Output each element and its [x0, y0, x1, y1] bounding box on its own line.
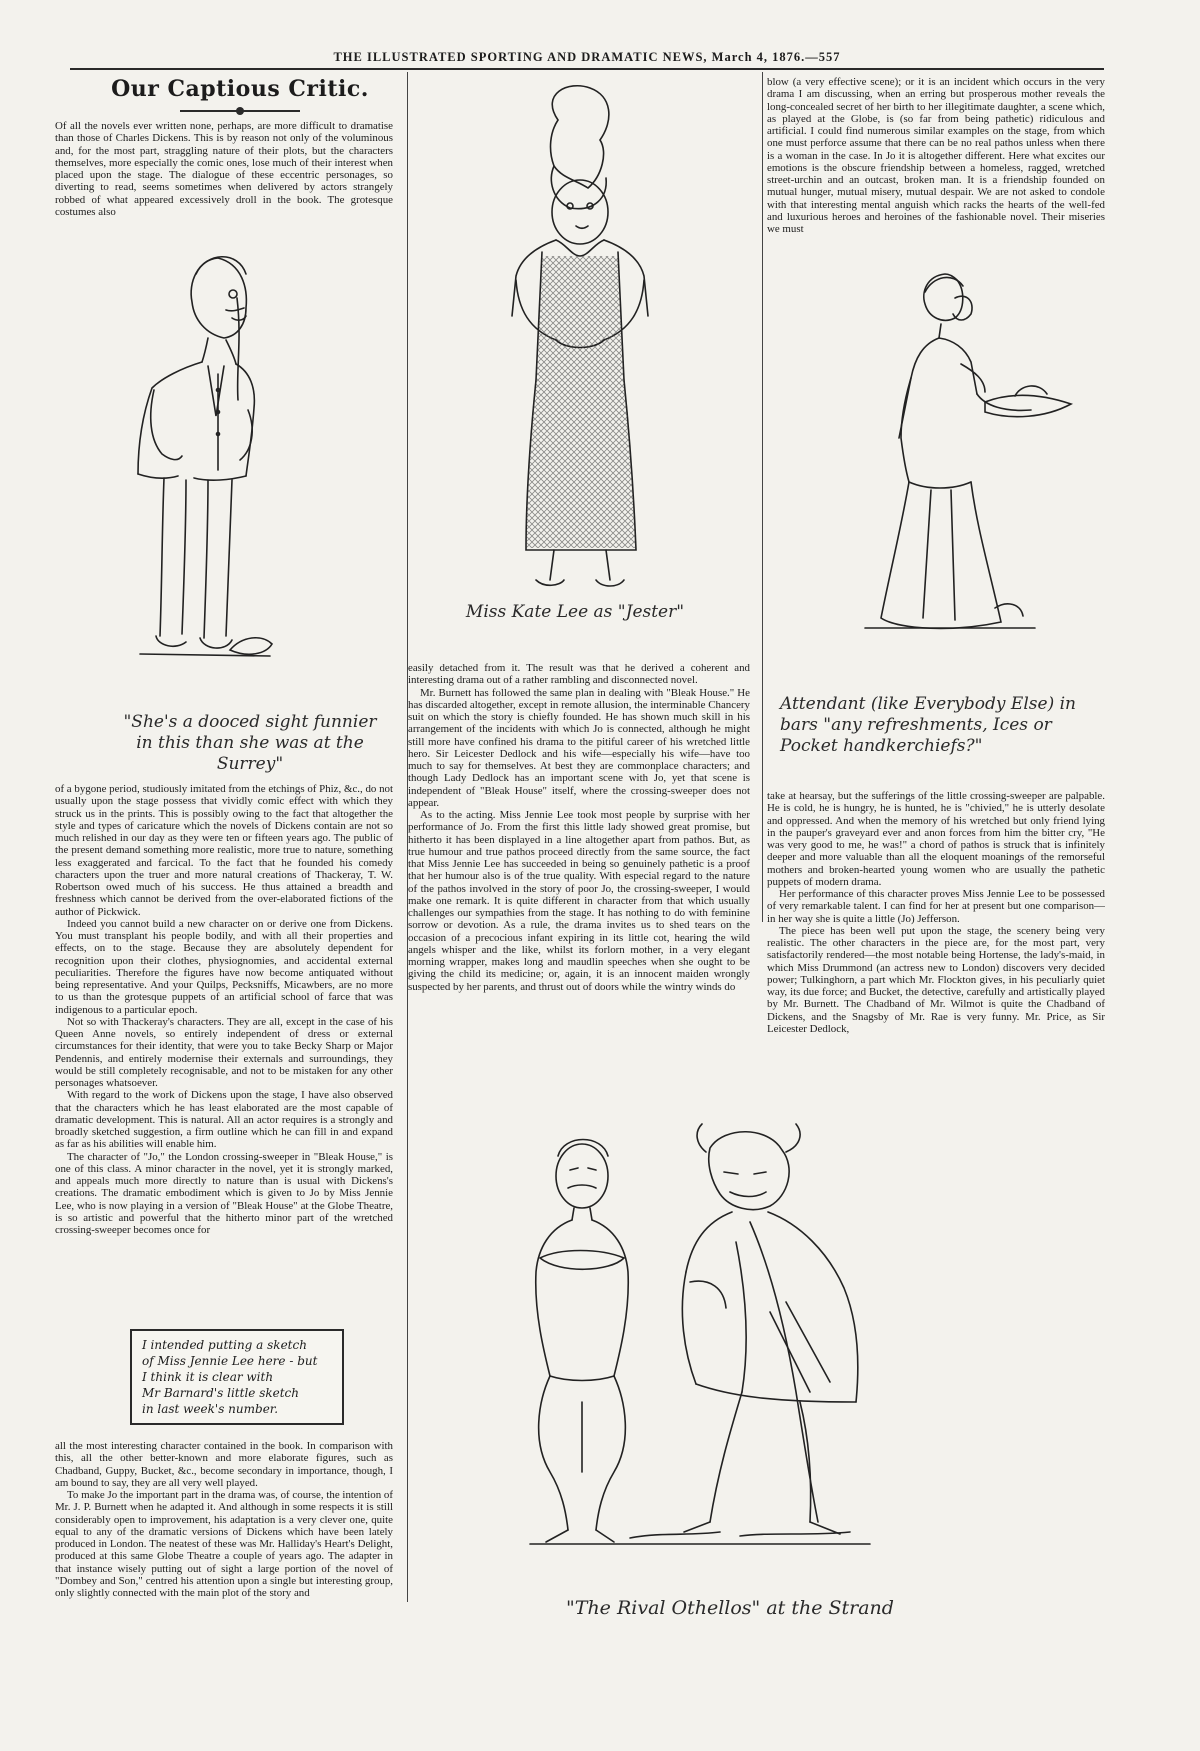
paragraph: Not so with Thackeray's characters. They are all, except in the case of his Queen Anne novels, so entirely independent of dress or external circumstances for their identity, that were you to take Becky Sharp or Major Pendennis, and entirely modernise their externals and surroundings, they would be still completely recognisable, and not to be mistaken for any other personages whatsoever. — [55, 1015, 393, 1089]
handwritten-note-box — [130, 1329, 344, 1425]
caption-line: "She's a dooced sight funnier — [123, 712, 377, 732]
col3-top-text — [767, 76, 1105, 248]
paragraph: With regard to the work of Dickens upon the stage, I have also observed that the characters which he has least elaborated are the most capable of dramatic development. This is natural. All an actor requires is a strongly and broadly sketched suggestion, a firm outline which he can fill in and expand as far as his abilities will enable him. — [55, 1089, 393, 1151]
paragraph: Mr. Burnett has followed the same plan in dealing with "Bleak House." He has discarded altogether, except in remote allusion, the interminable Chancery suit on which the story is chiefly founded. He has shown much skill in his arrangement of the incidents with which Jo is connected, although he might still more have confined his drama to the pitiful career of his wretched little hero. Sir Leicester Dedlock and his wife—especially his wife—have too much to say for themselves. At best they are commonplace characters; and though Lady Dedlock has an important scene with Jo, yet that scene is independent of "Bleak House" itself, where the crossing-sweeper does not appear. — [408, 686, 750, 809]
paragraph: all the most interesting character contained in the book. In comparison with this, all the other better-known and more elaborate figures, such as Chadband, Guppy, Bucket, &c., become secondary in importance, though, I am bound to say, they are all very well played. — [55, 1440, 393, 1489]
paragraph: The piece has been well put upon the stage, the scenery being very realistic. The other characters in the piece are, for the most part, very satisfactorily rendered—the most notable being Hortense, the lady's-maid, in which Miss Drummond (an actress new to London) discovers very decided power; Tulkinghorn, a part which Mr. Flockton gives, in his peculiarly quiet way, its due force; and Bucket, the detective, carefully and artistically played by Mr. Burnett. The Chadband of Mr. Wilmot is quite the Chadband of Dickens, and the Snagsby of Mr. Rae is very funny. Mr. Price, as Sir Leicester Dedlock, — [767, 924, 1105, 1035]
paragraph: easily detached from it. The result was that he derived a coherent and interesting drama out of a rather rambling and disconnected novel. — [408, 662, 750, 687]
note-line: Mr Barnard's little sketch — [142, 1386, 299, 1400]
col1-bottom-text — [55, 1440, 393, 1636]
paragraph: blow (a very effective scene); or it is an incident which occurs in the very drama I am discussing, when an erring but prosperous mother reveals the long-concealed secret of her birth to her illegitimate daughter, a scene which, as played at the Globe, is (so far from being pathetic) ridiculous and artificial. I could find numerous similar examples on the stage, from which one must perforce assume that there can be no real pathos unless when there is a woman in the case. In Jo it is altogether different. Here what excites our emotions is the obscure friendship between a homeless, ragged, wretched street-urchin and an outcast, broken man. It is a friendship founded on mutual hunger, mutual misery, mutual despair. We are not asked to condole with that interesting mental anguish which racks the hearts of the well-fed and luxurious heroes and heroines of the fashionable novel. Their miseries we must — [767, 76, 1105, 235]
paragraph: Indeed you cannot build a new character on or derive one from Dickens. You must transplant his people bodily, and with all their properties and effects, on to the stage. Because they are absolutely dependent for recognition upon their clothes, physiognomies, and accidental external peculiarities. Therefore the figures have now become antiquated without being representative. And your Quilps, Pecksniffs, Micawbers, are no more to us than the grotesque puppets of an artificial school of farce that was indigenous to a particular epoch. — [55, 917, 393, 1016]
caption-line: Pocket handkerchiefs?" — [780, 736, 983, 756]
paragraph: of a bygone period, studiously imitated from the etchings of Phiz, &c., do not usually upon the stage possess that vividly comic effect with which they struck us in the prints. This is possibly owing to the fact that altogether the style and types of caricature which the novels of Dickens contain are not so much relished in our day as they were ten or fifteen years ago. The public of the present demand something more realistic, more true to nature, something less exaggerated and farcical. To the fact that he founded his comedy characters upon the truer and more natural creations of Thackeray, T. W. Robertson owed much of his success. He thus attained a breadth and freshness which cannot be derived from the over-elaborated fictions of the author of Pickwick. — [55, 783, 393, 918]
note-line: of Miss Jennie Lee here - but — [142, 1354, 318, 1368]
note-line: in last week's number. — [142, 1402, 279, 1416]
paragraph: To make Jo the important part in the drama was, of course, the intention of Mr. J. P. Burnett when he adapted it. And although in some respects it is still considerably open to improvement, his adaptation is a very clever one, quite equal to any of the dramatic versions of Dickens which have been lately produced in London. The neatest of these was Mr. Halliday's Heart's Delight, produced at this same Globe Theatre a couple of years ago. The adapter in that instance wisely putting out of sight a large portion of the novel of "Dombey and Son," centred his attention upon a single but interesting group, only slightly connected with the main plot of the story and — [55, 1489, 393, 1599]
gentleman-caption — [110, 712, 390, 775]
gentleman-illustration — [120, 240, 310, 710]
col1-middle-text — [55, 783, 393, 1330]
caption-line: bars "any refreshments, Ices or — [780, 715, 1052, 735]
othellos-caption: "The Rival Othellos" at the Strand — [566, 1597, 894, 1619]
article-title: Our Captious Critic. — [111, 76, 369, 102]
title-ornament — [180, 110, 300, 112]
col3-middle-text — [767, 790, 1105, 1120]
col2-middle-text — [408, 662, 750, 1114]
jester-illustration — [490, 80, 670, 590]
note-line: I intended putting a sketch — [142, 1338, 307, 1352]
attendant-caption — [780, 694, 1080, 757]
rival-othellos-illustration — [510, 1112, 990, 1582]
paragraph: take at hearsay, but the sufferings of the little crossing-sweeper are palpable. He is cold, he is hungry, he is hunted, he is "chivied," he is utterly desolate and oppressed. And when the memory of his wretched but only friend lying in the pauper's graveyard ever and anon forces from him the bitter cry, "He was very good to me, he was!" a chord of pathos is struck that is infinitely deeper and more valuable than all the eloquent moanings of the remorseful mothers and broken-hearted young women who are usually the pathetic puppets of modern drama. — [767, 790, 1105, 888]
paragraph: Of all the novels ever written none, perhaps, are more difficult to dramatise than those of Charles Dickens. This is by reason not only of the voluminous and, for the most part, straggling nature of their plots, but the characters themselves, more especially the comic ones, lose much of their interest when placed upon the stage. The dialogue of these eccentric personages, so diverting to read, seems sometimes when delivered by actors strangely robbed of what appeared excessively droll in the book. The grotesque costumes also — [55, 120, 393, 218]
column-separator-2 — [762, 72, 763, 922]
paragraph: The character of "Jo," the London crossing-sweeper in "Bleak House," is one of this class. A minor character in the novel, yet it is strongly marked, and appeals much more directly to nature than is usual with Dickens's creations. The dramatic embodiment which is given to Jo by Miss Jennie Lee, who is now playing in a version of "Bleak House" at the Globe Theatre, is so artistic and powerful that the hitherto minor part of the wretched crossing-sweeper becomes once for — [55, 1150, 393, 1236]
running-head: THE ILLUSTRATED SPORTING AND DRAMATIC NEWS, March 4, 1876.—557 — [333, 50, 841, 64]
note-line: I think it is clear with — [142, 1370, 274, 1384]
jester-caption: Miss Kate Lee as "Jester" — [465, 602, 685, 622]
caption-line: Attendant (like Everybody Else) in — [780, 694, 1076, 714]
paragraph: Her performance of this character proves Miss Jennie Lee to be possessed of very remarkable talent. I can find for her at present but one comparison—in her way she is quite a little (Jo) Jefferson. — [767, 888, 1105, 925]
paragraph: As to the acting. Miss Jennie Lee took most people by surprise with her performance of Jo. From the first this little lady showed great promise, but hitherto it has been displayed in a line altogether apart from pathos. But, as true humour and true pathos proceed directly from the same source, the fact that Miss Jennie Lee has succeeded in being so genuinely pathetic is a proof that her humour also is of the true quality. With especial regard to the nature of the pathos involved in the story of poor Jo, the crossing-sweeper, I would make one remark. It is quite different in character from that which usually challenges our sympathies from the stage. It has nothing to do with feminine sorrow or devotion. As a rule, the drama invites us to shed tears on the occasion of a precocious infant expiring in its little cot, hearing the wild angels whisper and the like, whilst its forlorn mother, in a very elegant morning wrapper, makes long and maudlin speeches when she ought to be giving the child its medicine; or, again, it is an innocent maiden wrongly suspected by her parents, and thrust out of doors while the wintry winds do — [408, 809, 750, 993]
header-rule — [70, 68, 1104, 70]
col1-top-text — [55, 120, 393, 228]
caption-line: in this than she was at the Surrey" — [136, 733, 364, 774]
attendant-illustration — [835, 268, 1075, 678]
